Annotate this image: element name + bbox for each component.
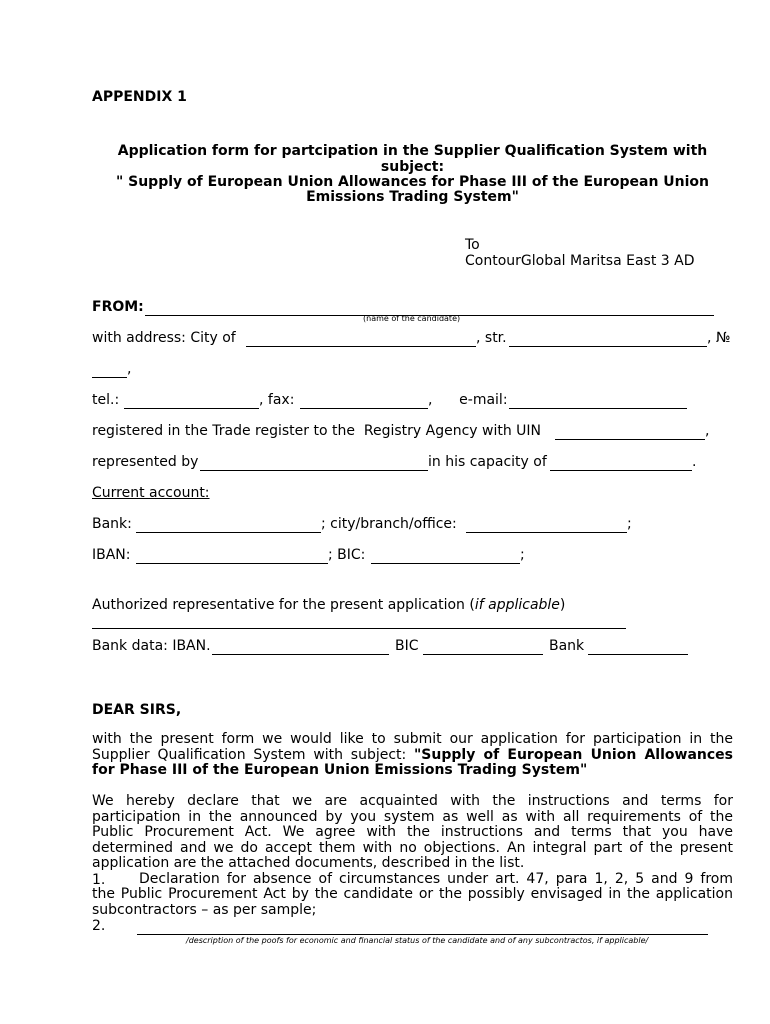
city-branch-label: ; city/branch/office: <box>321 516 457 532</box>
street-field[interactable] <box>509 346 707 347</box>
p1-plain: Supplier Qualification System with subject: <box>92 747 415 763</box>
bank-data-bic-field[interactable] <box>423 654 543 655</box>
uin-field[interactable] <box>555 439 705 440</box>
number-label: , № <box>707 330 731 346</box>
bic-semicolon: ; <box>520 547 525 563</box>
iban-label: IBAN: <box>92 547 131 563</box>
uin-comma: , <box>705 423 710 439</box>
salutation: DEAR SIRS, <box>92 702 182 718</box>
p1-bold-a: "Supply of European Union Allowances <box>414 747 733 763</box>
item-1-number: 1. <box>92 872 106 888</box>
paragraph-1-line-3: for Phase III of the European Union Emissions Trading System" <box>92 762 588 778</box>
tel-label: tel.: <box>92 392 120 408</box>
street-number-field[interactable] <box>92 377 127 378</box>
registered-label: registered in the Trade register to the Registry Agency with UIN <box>92 423 542 439</box>
fax-label: , fax: <box>259 392 295 408</box>
tel-field[interactable] <box>124 408 259 409</box>
from-label: FROM: <box>92 299 144 315</box>
name-caption: (name of the candidate) <box>363 314 461 323</box>
title-line-2: subject: <box>380 159 445 175</box>
item-2-description-field[interactable] <box>137 934 708 935</box>
capacity-period: . <box>692 454 697 470</box>
item-2-caption: /description of the poofs for economic and financial status of the candidate and of any subcontractos, if applicable/ <box>186 936 649 945</box>
represented-label: represented by <box>92 454 199 470</box>
iban-field[interactable] <box>136 563 328 564</box>
authorized-italic: if applicable <box>474 597 560 613</box>
bank-label: Bank: <box>92 516 132 532</box>
bank2-label: Bank <box>549 638 585 654</box>
authorized-rep-field[interactable] <box>92 628 626 629</box>
paragraph-2-line-4: determined and we do accept them with no objections. An integral part of the present <box>92 840 733 856</box>
bic-field[interactable] <box>371 563 520 564</box>
address-label: with address: City of <box>92 330 236 346</box>
city-field[interactable] <box>246 346 476 347</box>
authorized-label <box>92 597 565 613</box>
item-1-line-2: the Public Procurement Act by the candidate or the possibly envisaged in the application <box>92 886 733 902</box>
appendix-heading: APPENDIX 1 <box>92 89 187 105</box>
capacity-label: in his capacity of <box>428 454 547 470</box>
str-label: , str. <box>476 330 507 346</box>
current-account-heading: Current account: <box>92 485 210 501</box>
recipient-company: ContourGlobal Maritsa East 3 AD <box>465 253 695 269</box>
paragraph-2-line-5: application are the attached documents, described in the list. <box>92 855 525 871</box>
title-line-3: " Supply of European Union Allowances for Phase III of the European Union <box>115 174 710 190</box>
authorized-suffix: ) <box>559 597 566 613</box>
authorized-prefix: Authorized representative for the present application ( <box>92 597 475 613</box>
number-comma: , <box>127 361 132 377</box>
paragraph-2-line-1: We hereby declare that we are acquainted with the instructions and terms for <box>92 793 733 809</box>
title-line-4: Emissions Trading System" <box>306 189 519 205</box>
item-1-line-1: Declaration for absence of circumstances under art. 47, para 1, 2, 5 and 9 from <box>139 871 733 887</box>
bank-data-label: Bank data: IBAN. <box>92 638 211 654</box>
paragraph-1-line-1: with the present form we would like to submit our application for participation in the <box>92 731 733 747</box>
paragraph-2-line-2: participation in the announced by you system as well as with all requirements of the <box>92 809 733 825</box>
paragraph-2-line-3: Public Procurement Act. We agree with the instructions and terms that you have <box>92 824 733 840</box>
bank-data-iban-field[interactable] <box>212 654 389 655</box>
bic2-label: BIC <box>395 638 419 654</box>
title-line-1: Application form for partcipation in the Supplier Qualification System with <box>117 143 708 159</box>
email-field[interactable] <box>509 408 687 409</box>
bank-field[interactable] <box>136 532 321 533</box>
branch-field[interactable] <box>466 532 627 533</box>
fax-field[interactable] <box>300 408 428 409</box>
capacity-field[interactable] <box>550 470 692 471</box>
bic-label: ; BIC: <box>328 547 366 563</box>
recipient-to: To <box>465 237 480 253</box>
representative-field[interactable] <box>200 470 428 471</box>
email-label: , e-mail: <box>428 392 508 408</box>
bank-data-bank-field[interactable] <box>588 654 688 655</box>
item-2-number: 2. <box>92 918 106 934</box>
branch-semicolon: ; <box>627 516 632 532</box>
item-1-line-3: subcontractors – as per sample; <box>92 902 317 918</box>
